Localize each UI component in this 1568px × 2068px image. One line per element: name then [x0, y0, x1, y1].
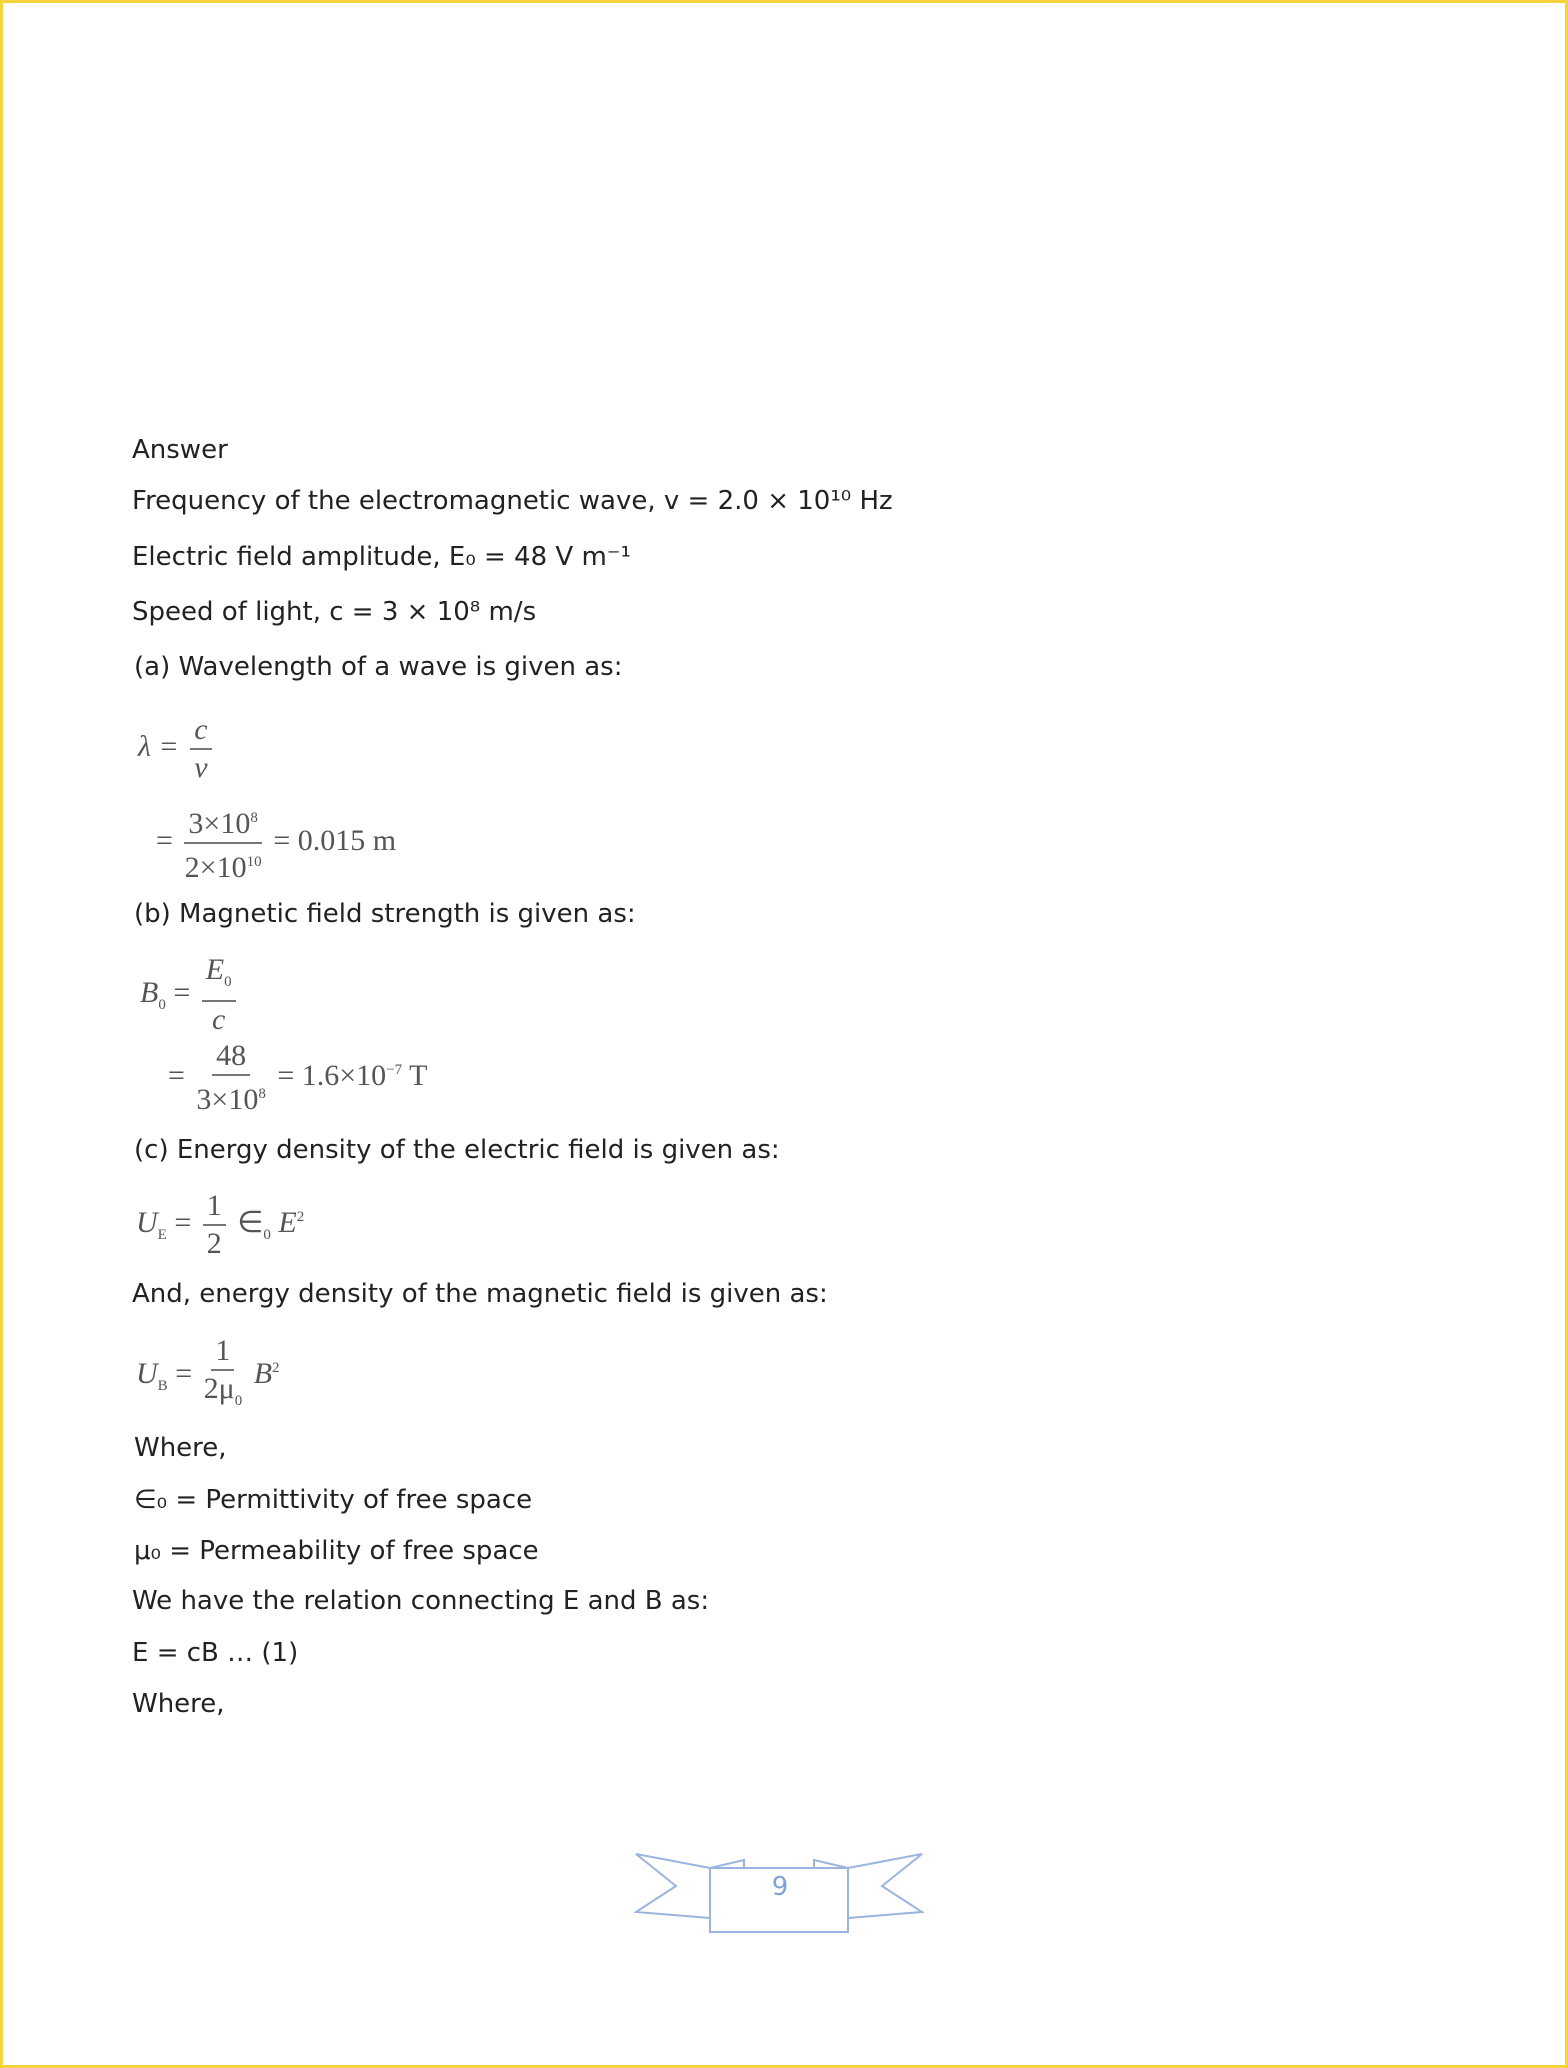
- part-a-heading: (a) Wavelength of a wave is given as:: [134, 652, 623, 682]
- part-b-heading: (b) Magnetic field strength is given as:: [134, 899, 636, 929]
- speed-line: Speed of light, c = 3 × 10⁸ m/s: [132, 597, 537, 627]
- part-c-heading: (c) Energy density of the electric field is given as:: [134, 1135, 780, 1165]
- answer-heading: Answer: [132, 435, 228, 465]
- ue-equation: $U_E$ = $\frac{1}{2}$ $\in_0$ $E^2$: [136, 1189, 305, 1260]
- where-label-2: Where,: [132, 1689, 225, 1719]
- frequency-line: Frequency of the electromagnetic wave, v = 2.0 × 10¹⁰ Hz: [132, 486, 893, 516]
- lambda-calculation: = $\frac{3\times 10^8}{2\times 10^{10}}$ = 0.015 m: [156, 800, 396, 886]
- b0-equation: $B_0$ = $\frac{E_0}{c}$: [140, 952, 240, 1038]
- lambda-equation: λ = $\frac{c}{\nu}$: [138, 712, 216, 786]
- page-number: 9: [771, 1872, 789, 1902]
- ub-equation: $U_B$ = $\frac{1}{2\mu_0}$ $B^2$: [136, 1334, 280, 1409]
- permeability-line: μ₀ = Permeability of free space: [134, 1536, 539, 1566]
- where-label-1: Where,: [134, 1433, 227, 1463]
- b0-calculation: = $\frac{48}{3\times 10^8}$ = $1.6\times 10^{-7}$ T: [168, 1039, 428, 1116]
- magnetic-density-line: And, energy density of the magnetic field is given as:: [132, 1279, 828, 1309]
- relation-line: We have the relation connecting E and B as:: [132, 1586, 710, 1616]
- e-cb-equation: E = cB … (1): [132, 1638, 299, 1668]
- electric-field-line: Electric field amplitude, E₀ = 48 V m⁻¹: [132, 542, 631, 572]
- permittivity-line: ∈₀ = Permittivity of free space: [134, 1485, 533, 1515]
